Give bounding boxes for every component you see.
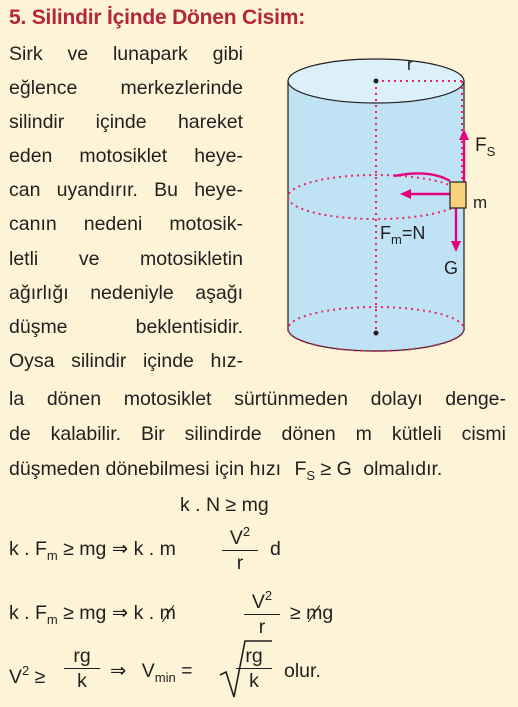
- cylinder-figure: [280, 45, 510, 365]
- condition-fs: $F_S$: [294, 458, 316, 483]
- condition-g: G: [336, 458, 352, 480]
- text-line-lead: düşmeden dönebilmesi için hızı: [9, 458, 282, 480]
- text-line: [9, 457, 442, 488]
- text-line: eden motosiklet heye-: [9, 145, 243, 167]
- equation-2-tail: d: [270, 538, 281, 560]
- equation-3-fraction: [244, 585, 280, 638]
- fraction-numerator: rg: [236, 645, 272, 669]
- fraction-denominator: k: [77, 670, 87, 692]
- text-line: Sirk ve lunapark gibi: [9, 43, 243, 65]
- equation-3-right: ≥ mg: [290, 602, 334, 624]
- equation-2-left: k . $F_m$ ≥ mg ⇒ k . m: [9, 538, 176, 563]
- fraction-denominator: k: [249, 670, 259, 692]
- text-line: can uyandırır. Bu heye-: [9, 179, 243, 201]
- fs-label: $F_S$: [475, 135, 496, 159]
- text-line: Oysa silindir içinde hız-: [9, 350, 243, 372]
- equation-4-tail: olur.: [284, 660, 321, 682]
- equation-4-mid: ⇒ $V_{min}$ =: [110, 660, 193, 685]
- text-line: eğlence merkezlerinde: [9, 77, 243, 99]
- text-line: la dönen motosiklet sürtünmeden dolayı denge-: [9, 388, 506, 410]
- text-line: silindir içinde hareket: [9, 111, 243, 133]
- condition-geq: ≥: [320, 458, 332, 480]
- cancelled-mass: m: [159, 602, 176, 624]
- axis-top-dot: [374, 79, 379, 84]
- text-line: canın nedeni motosik-: [9, 213, 243, 235]
- mass-block: [450, 182, 466, 208]
- text-line: ağırlığı nedeniyle aşağı: [9, 282, 243, 304]
- cancelled-mass: m: [306, 602, 323, 624]
- equation-4-left: $V^2$ ≥: [9, 663, 46, 688]
- fraction-denominator: r: [236, 552, 244, 574]
- equation-2-fraction: [222, 521, 258, 574]
- text-line: de kalabilir. Bir silindirde dönen m kütleli cismi: [9, 423, 506, 445]
- fm-label: $F_m=N$: [380, 223, 426, 247]
- g-label: G: [444, 258, 459, 278]
- text-line: düşme beklentisidir.: [9, 316, 243, 338]
- equation-4-root-fraction: [236, 645, 272, 692]
- fraction-numerator: $V^2$: [244, 585, 280, 615]
- radius-label: r: [407, 55, 413, 74]
- fraction-numerator: $V^2$: [222, 521, 258, 551]
- text-line: letli ve motosikletin: [9, 248, 243, 270]
- axis-bottom-dot: [374, 331, 379, 336]
- equation-1: k . N ≥ mg: [180, 494, 269, 516]
- equation-4-fraction: [64, 645, 100, 692]
- fraction-denominator: r: [258, 616, 266, 638]
- equation-3-left: k . $F_m$ ≥ mg ⇒ k . m: [9, 602, 176, 627]
- condition-tail: olmalıdır.: [363, 458, 443, 480]
- fraction-numerator: rg: [64, 645, 100, 669]
- section-title: 5. Silindir İçinde Dönen Cisim:: [9, 6, 306, 29]
- mass-label: m: [473, 193, 488, 212]
